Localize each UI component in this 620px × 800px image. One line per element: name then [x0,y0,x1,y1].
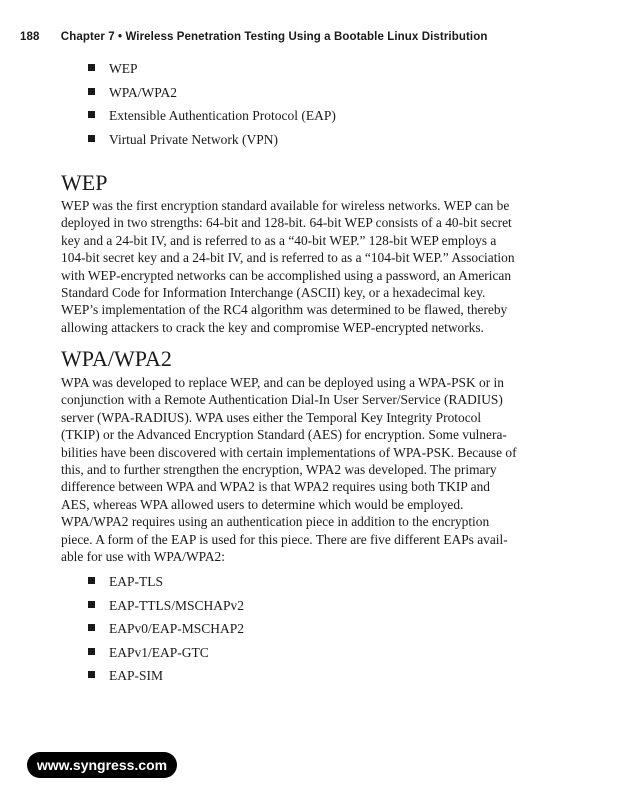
square-bullet-icon [88,624,95,631]
list-item [88,596,244,620]
list-item [88,643,244,667]
list-item [88,666,244,690]
square-bullet-icon [88,135,95,142]
text-line: (TKIP) or the Advanced Encryption Standard (AES) for encryption. Some vulnera- [61,427,507,443]
square-bullet-icon [88,601,95,608]
list-item-text: EAPv0/EAP-MSCHAP2 [109,621,245,636]
list-item [88,106,336,130]
text-line: this, and to further strengthen the encryption, WPA2 was developed. The primary [61,461,497,477]
text-line: WEP was the first encryption standard available for wireless networks. WEP can be [61,198,510,213]
text-line: difference between WPA and WPA2 is that WPA2 requires using both TKIP and [61,479,490,495]
list-item-text: WEP [109,61,138,76]
list-item-text: EAP-TLS [109,574,163,589]
square-bullet-icon [88,88,95,95]
square-bullet-icon [88,671,95,678]
wep-paragraph [61,197,541,336]
security-options-list [88,59,336,153]
wep-heading: WEP [61,170,108,195]
text-line: WPA was developed to replace WEP, and can be deployed using a WPA-PSK or in [61,375,504,390]
text-line: Standard Code for Information Interchange (ASCII) key, or a hexadecimal key. [61,284,486,300]
text-line: bilities have been discovered with certain implementations of WPA-PSK. Because of [61,444,517,460]
list-item-text: WPA/WPA2 [109,84,178,100]
list-item-text: Virtual Private Network (VPN) [109,131,279,147]
text-line: able for use with WPA/WPA2: [61,548,225,564]
text-line: key and a 24-bit IV, and is referred to as a “40-bit WEP.” 128-bit WEP employs a [61,232,497,248]
square-bullet-icon [88,64,95,71]
wpa-paragraph [61,374,541,565]
list-item [88,59,336,83]
publisher-url-badge: www.syngress.com [27,752,177,778]
running-header [20,31,487,43]
list-item [88,130,336,154]
square-bullet-icon [88,648,95,655]
list-item [88,83,336,107]
text-line: WPA/WPA2 requires using an authentication piece in addition to the encryption [61,514,490,530]
list-item [88,619,244,643]
list-item-text: EAP-TTLS/MSCHAPv2 [109,597,245,613]
text-line: AES, whereas WPA allowed users to determine which would be employed. [61,496,464,512]
list-item-text: EAPv1/EAP-GTC [109,644,209,660]
text-line: with WEP-encrypted networks can be accomplished using a password, an American [61,267,512,283]
list-item-text: Extensible Authentication Protocol (EAP) [109,108,336,123]
text-line: server (WPA-RADIUS). WPA uses either the Temporal Key Integrity Protocol [61,409,482,425]
text-line: allowing attackers to crack the key and compromise WEP-encrypted networks. [61,319,484,335]
square-bullet-icon [88,111,95,118]
eap-types-list [88,572,244,690]
chapter-running-title: Chapter 7 • Wireless Penetration Testing Using a Bootable Linux Distribution [60,31,488,43]
page-number: 188 [20,31,40,43]
list-item [88,572,244,596]
list-item-text: EAP-SIM [109,668,164,683]
wpa-heading: WPA/WPA2 [61,346,172,371]
text-line: deployed in two strengths: 64-bit and 128-bit. 64-bit WEP consists of a 40-bit secret [61,215,512,231]
text-line: WEP’s implementation of the RC4 algorithm was determined to be flawed, thereby [61,302,508,318]
square-bullet-icon [88,577,95,584]
text-line: piece. A form of the EAP is used for this piece. There are five different EAPs avail- [61,531,508,547]
text-line: conjunction with a Remote Authentication Dial-In User Server/Service (RADIUS) [61,392,503,408]
text-line: 104-bit secret key and a 24-bit IV, and is referred to as a “104-bit WEP.” Association [61,250,515,266]
